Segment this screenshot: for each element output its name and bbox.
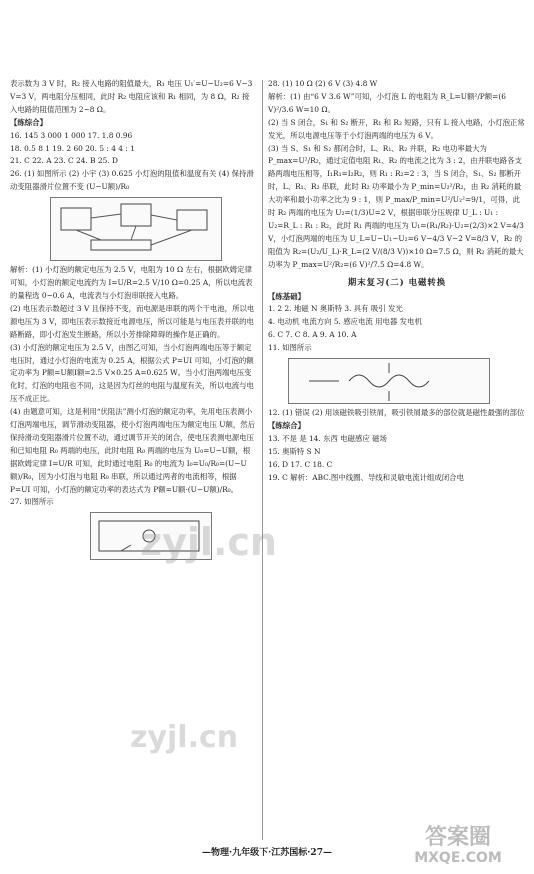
circuit-figure-26 (50, 197, 222, 261)
switch-icon (121, 545, 131, 551)
basic-answer-4: 4. 电动机 电流方向 5. 感应电流 用电器 发电机 (268, 317, 422, 327)
rheostat-icon (91, 240, 151, 250)
comp-answer-13: 13. 不是 是 14. 东西 电磁感应 磁场 (268, 433, 387, 443)
page-footer: —物理·九年级下·江苏国标·27— (202, 848, 332, 858)
left-column (10, 78, 256, 563)
answer-26: 26. (1) 如图所示 (2) 小宇 (3) 0.625 小灯泡的阻值和温度有关 (4) 保持滑动变阻器滑片位置不变 (U−U额)/R₀ (10, 169, 254, 192)
answer-27: 27. 如图所示 (10, 497, 54, 507)
answer-21: 21. C 22. A 23. C 24. B 25. D (10, 156, 118, 166)
comp-answer-15: 15. 奥斯特 S N (268, 446, 321, 456)
basic-answer-6: 6. C 7. C 8. A 9. A 10. A (268, 330, 357, 340)
corner-watermark-top: 答案圈 (424, 825, 491, 850)
basic-answer-11: 11. 如图所示 (268, 343, 312, 353)
solenoid-figure-11-drawing (289, 359, 489, 403)
meter-icon (61, 208, 91, 230)
answer-18: 18. 0.5 8 1 19. 2 60 20. 5 : 4 4 : 1 (10, 143, 135, 153)
answer-16: 16. 145 3 000 1 000 17. 1.8 0.96 (10, 130, 133, 140)
section-title: 期末复习(二) 电磁转换 (347, 276, 447, 287)
column-divider (262, 80, 263, 840)
corner-watermark-bottom: MXQE.COM (414, 850, 502, 866)
section-tag-zonghe: 【练综合】 (10, 117, 47, 127)
right-column (268, 78, 526, 484)
left-para-1: 表示数为 3 V 时，R₂ 接入电路的阻值最大，R₁ 电压 U₁′=U−U₂=6 V−3 V=3 V，两电阻分压相同，此时 R₂ 电阻应该和 R₁ 相同，为 8 Ω，R₂ 接入电路的阻值范围为 2~8 Ω。 (10, 79, 253, 114)
watermark-1: zyjl.cn (140, 520, 277, 564)
circuit-figure-26-drawing (51, 198, 221, 260)
basic-answer-12: 12. (1) 错误 (2) 用该磁铁吸引铁屑，吸引铁屑最多的部位就是磁性最强的部位 (268, 408, 525, 418)
answer-28: 28. (1) 10 Ω (2) 6 V (3) 4.8 W (268, 79, 378, 88)
analysis-4: (4) 由题意可知，这是利用“伏阻法”测小灯泡的额定功率，先用电压表测小灯泡两端电压，调节滑动变阻器，使小灯泡两端电压为额定电压 U额，然后保持滑动变阻器滑片位置不动，通过调节开关的闭合，使电压表测电源电压和已知电阻 R₀ 两端的电压，此时电阻 R₀ 两端的电压为 U₀=U−U额，根据欧姆定律 I=U/R 可知，此时通过电阻 R₀ 的电流为 I₀=U₀/R₀=(U−U额)/R₀，因为小灯泡与电阻 R₀ 串联，所以通过两者的电流相等，根据 P=UI 可知，小灯泡的额定功率的表达式为 P额=U额·(U−U额)/R₀。 (10, 407, 256, 494)
bulb-icon (177, 210, 207, 230)
analysis-28-3: (3) 当 S、S₁ 和 S₂ 都闭合时，L、R₁、R₂ 并联，R₂ 电功率最大为 P_max=U²/R₂，通过定值电阻 R₁、R₂ 的电流之比为 3 : 2，由并联电路各支路两端电压相等，I₁R₁=I₂R₂，则 R₁ : R₂=2 : 3，当 S 闭合，S₁、S₂ 都断开时，L、R₁、R₂ 串联，此时 R₂ 功率最小为 P_min=U₂²/R₂，由 R₂ 消耗的最大功率和最小功率之比为 9 : 1，则 P_max/P_min=U²/U₂²=9/1，可得，此时 R₂ 两端的电压为 U₂=(1/3)U=2 V，根据串联分压规律 U_L : U₁ : U₂=R_L : R₁ : R₂，此时 R₁ 两端的电压为 U₁=(R₁/R₂)·U₂=(2/3)×2 V=4/3 V，小灯泡两端的电压为 U_L=U−U₁−U₂=6 V−4/3 V−2 V=8/3 V，R₂ 的阻值为 R₂=(U₂/U_L)·R_L=(2 V/(8/3 V))×10 Ω=7.5 Ω，则 R₂ 消耗的最大功率为 P_max=U²/R₂=(6 V)²/7.5 Ω=4.8 W。 (268, 143, 524, 269)
analysis-2: (2) 电压表示数超过 3 V 且保持不变，而电源是串联的两个干电池，所以电源电压为 3 V，即电压表示数接近电源电压，所以可能是与电压表并联的电路断路，即小灯泡发生断路，所以小芳排除障碍的操作是正确的。 (10, 303, 255, 339)
analysis-1: 解析：(1) 小灯泡的额定电压为 2.5 V，电阻为 10 Ω 左右，根据欧姆定律可知，小灯泡的额定电流约为 I=U/R=2.5 V/10 Ω=0.25 A，所以电流表的量程选 0~0.6 A，电流表与小灯泡串联接入电路。 (10, 265, 253, 300)
comp-answer-19: 19. C 解析：ABC.图中线圈、导线和灵敏电流计组成闭合电 (268, 472, 464, 482)
corner-watermark-logo (392, 826, 524, 870)
coil-icon (349, 375, 429, 387)
meter-icon (121, 204, 151, 226)
analysis-3: (3) 小灯泡的额定电压为 2.5 V，由图乙可知，当小灯泡两端电压等于额定电压时，通过小灯泡的电流为 0.25 A，根据公式 P=UI 可知，小灯泡的额定功率为 P额=U额I额=2.5 V×0.25 A=0.625 W。当小灯泡两端电压变化时，灯泡的电阻也不同，这是因为灯丝的电阻与温度有关，所以电流与电压不成正比。 (10, 342, 254, 404)
solenoid-figure-11 (288, 358, 490, 404)
analysis-28-1: 解析：(1) 由“6 V 3.6 W”可知，小灯泡 L 的电阻为 R_L=U额²/P额=(6 V)²/3.6 W=10 Ω。 (268, 91, 506, 114)
section-tag-zonghe-right: 【练综合】 (268, 420, 305, 430)
comp-answer-16: 16. D 17. C 18. C (268, 459, 333, 469)
basic-answer-1: 1. 2 2. 地磁 N 奥斯特 3. 具有 吸引 发光 (268, 304, 403, 314)
analysis-28-2: (2) 当 S 闭合，S₁ 和 S₂ 断开，R₁ 和 R₂ 短路，只有 L 接入电路，小灯泡正常发光，所以电源电压等于小灯泡两端的电压为 6 V。 (268, 117, 525, 140)
watermark-2: zyjl.cn (130, 720, 239, 755)
section-tag-jichu: 【练基础】 (268, 291, 305, 301)
